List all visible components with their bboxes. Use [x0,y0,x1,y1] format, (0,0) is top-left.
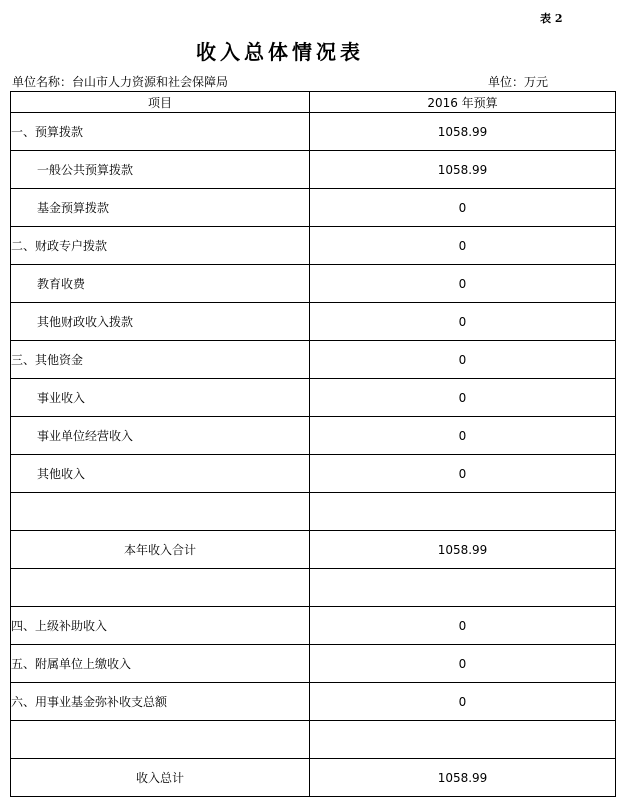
row-value: 1058.99 [310,151,616,189]
row-value: 0 [310,303,616,341]
income-table [10,91,616,797]
header-budget: 2016 年预算 [310,92,616,113]
row-item: 五、附属单位上缴收入 [11,645,310,683]
row-item: 一般公共预算拨款 [11,151,310,189]
table-row-empty [11,569,616,607]
unit-name: 单位名称：台山市人力资源和社会保障局 [12,75,229,89]
row-value: 0 [310,265,616,303]
table-row [11,341,616,379]
table-row-total [11,759,616,797]
header-item: 项目 [11,92,310,113]
row-item [11,721,310,759]
table-row [11,607,616,645]
row-item: 基金预算拨款 [11,189,310,227]
row-item [11,493,310,531]
row-item: 其他财政收入拨款 [11,303,310,341]
table-row [11,417,616,455]
row-value: 0 [310,645,616,683]
table-number: 表 2 [540,12,563,25]
row-value: 0 [310,189,616,227]
table-row [11,303,616,341]
row-item: 四、上级补助收入 [11,607,310,645]
row-item: 一、预算拨款 [11,113,310,151]
row-value: 0 [310,417,616,455]
row-value [310,493,616,531]
row-value: 1058.99 [310,759,616,797]
table-row [11,151,616,189]
row-item: 事业单位经营收入 [11,417,310,455]
row-value: 0 [310,607,616,645]
row-item [11,569,310,607]
page-title: 收入总体情况表 [196,40,364,64]
table-row [11,189,616,227]
row-item: 三、其他资金 [11,341,310,379]
row-value: 0 [310,379,616,417]
table-row-empty [11,493,616,531]
row-item: 六、用事业基金弥补收支总额 [11,683,310,721]
row-value [310,721,616,759]
table-row [11,455,616,493]
row-item: 事业收入 [11,379,310,417]
row-value: 0 [310,227,616,265]
row-value: 0 [310,341,616,379]
table-row [11,645,616,683]
row-item: 教育收费 [11,265,310,303]
row-value [310,569,616,607]
unit-label: 单位：万元 [488,75,549,89]
row-item: 收入总计 [11,759,310,797]
table-row [11,265,616,303]
table-row [11,227,616,265]
table-header-row [11,92,616,113]
table-row [11,683,616,721]
table-row-empty [11,721,616,759]
row-value: 0 [310,683,616,721]
row-item: 本年收入合计 [11,531,310,569]
row-item: 其他收入 [11,455,310,493]
table-row [11,379,616,417]
row-value: 0 [310,455,616,493]
row-value: 1058.99 [310,113,616,151]
row-value: 1058.99 [310,531,616,569]
table-row-subtotal [11,531,616,569]
table-row [11,113,616,151]
row-item: 二、财政专户拨款 [11,227,310,265]
